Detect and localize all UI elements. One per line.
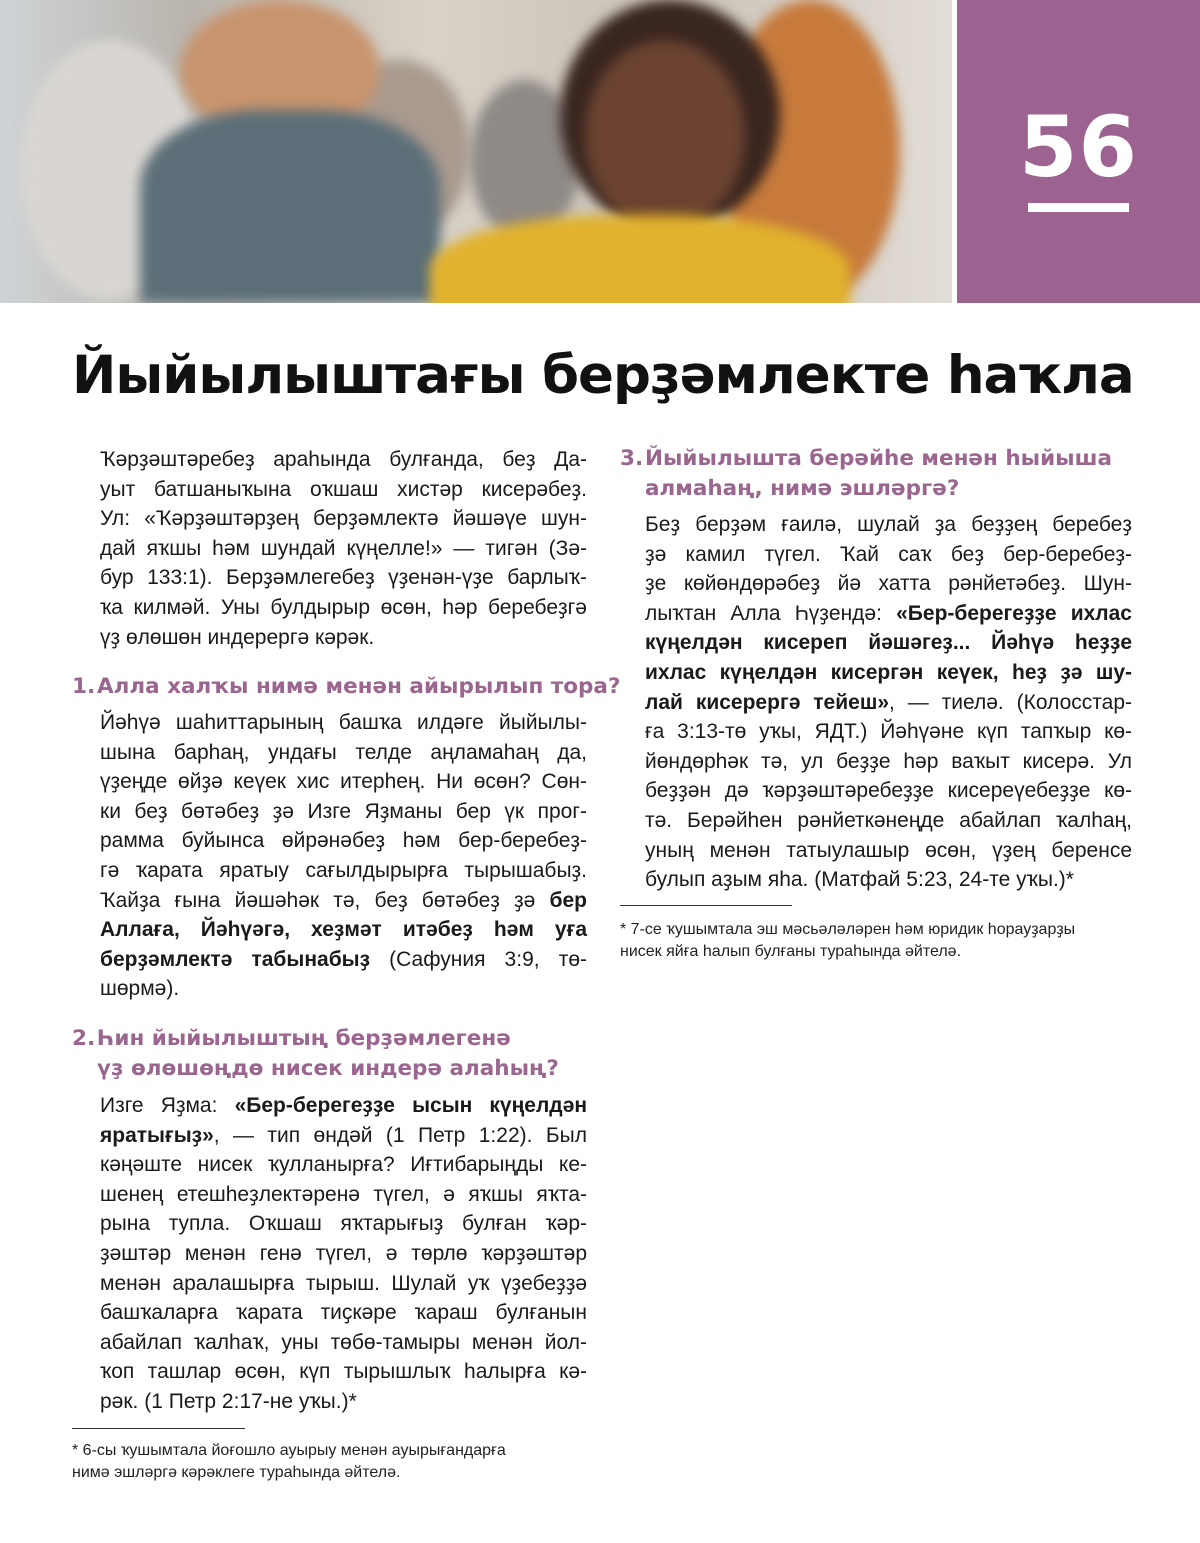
text-line: [100, 915, 587, 945]
text: йөндөрһәк тә, ул беҙҙе һәр ваҡыт кисерә. Ул: [645, 749, 1132, 773]
bold-text: күңелдән кисереп йәшәгеҙ... Йәһүә һеҙҙе: [645, 631, 1132, 655]
bold-text: бер: [549, 888, 587, 912]
footnote-divider: [620, 905, 792, 906]
text-line: [100, 974, 587, 1004]
text-line: [100, 1091, 587, 1121]
text: Беҙ берҙәм ғаилә, шулай ҙа беҙҙең беребеҙ: [645, 513, 1132, 536]
text-line: [100, 1269, 587, 1299]
text: ҡоп ташлар өсөн, күп тырышлыҡ һалырға кә-: [100, 1360, 587, 1384]
text-line: [100, 1357, 587, 1387]
text: бур 133:1). Берҙәмлегебеҙ үҙенән-үҙе барлыҡ-: [100, 566, 587, 590]
text: лыҡтан Алла Һүҙендә:: [645, 601, 897, 625]
text: Ҡайҙа ғына йәшәһәк тә, беҙ бөтәбеҙ ҙә: [100, 888, 550, 912]
text-line: [645, 747, 1132, 777]
text-line: [100, 1298, 587, 1328]
text-line: [100, 797, 587, 827]
text: Ул: «Ҡәрҙәштәрҙең берҙәмлектә йәшәүе шун-: [100, 507, 587, 531]
text-line: [100, 708, 587, 738]
text: (Сафуния 3:9, тө-: [370, 947, 587, 971]
text-line: [100, 1209, 587, 1239]
text: шөрмә).: [100, 977, 180, 1001]
text: рына тупла. Оҡшаш яҡтарығыҙ булған ҡәр-: [100, 1212, 587, 1236]
text: ҙәштәр менән генә түгел, ә төрлө ҡәрҙәштәр: [100, 1241, 587, 1265]
text-line: [100, 1328, 587, 1358]
text-line: [100, 767, 587, 797]
text-line: [100, 1121, 587, 1151]
text: ҡа килмәй. Уны булдырыр өсөн, һәр беребеҙгә: [100, 595, 587, 619]
text: , — тип өндәй (1 Петр 1:22). Был: [213, 1123, 587, 1147]
bold-text: яратығыҙ»: [100, 1123, 214, 1147]
bold-text: Аллаға, Йәһүәгә, хеҙмәт итәбеҙ һәм уға: [100, 918, 587, 942]
text: Изге Яҙма:: [100, 1094, 235, 1117]
text-line: [100, 1239, 587, 1269]
text-line: [100, 856, 587, 886]
text-line: [100, 623, 587, 653]
text-line: [100, 1150, 587, 1180]
text-line: [645, 688, 1132, 718]
text-line: [100, 945, 587, 975]
text-line: [645, 806, 1132, 836]
text-line: [645, 658, 1132, 688]
text-line: [100, 563, 587, 593]
bold-text: «Бер-берегеҙҙе ихлас: [896, 601, 1132, 625]
question-text: алмаһаң, нимә эшләргә?: [645, 476, 960, 501]
footnote-line: нимә эшләргә кәрәклеге тураһында әйтелә.: [72, 1464, 401, 1481]
text-line: [100, 534, 587, 564]
text-line: [645, 717, 1132, 747]
intro-paragraph: [100, 445, 587, 652]
answer-paragraph-2: [100, 1091, 587, 1417]
text: уыт батшаныҡына оҡшаш хистәр кисерәбеҙ.: [100, 477, 587, 501]
question-text: Һин йыйылыштың берҙәмлегенә: [97, 1026, 511, 1051]
answer-paragraph-3: [645, 510, 1132, 895]
text-line: [100, 504, 587, 534]
text-line: [645, 599, 1132, 629]
question-3: [620, 444, 1112, 504]
text: үҙеңде өйҙә кеүек хис итерһең. Ни өсөн? Сөн-: [100, 770, 587, 794]
text-line: [645, 569, 1132, 599]
text: рәк. (1 Петр 2:17-не уҡы.)*: [100, 1389, 357, 1413]
text-line: [645, 836, 1132, 866]
text-line: [100, 886, 587, 916]
text-line: [100, 826, 587, 856]
text: , — тиелә. (Колосстар-: [889, 690, 1132, 714]
footnote-line: нисек яйға һалып булғаны тураһында әйтелә.: [620, 943, 962, 960]
text-line: [100, 1180, 587, 1210]
footnote-divider: [72, 1428, 245, 1429]
text: беҙҙән дә ҡәрҙәштәребеҙҙе кисереүебеҙҙе кө-: [645, 779, 1132, 803]
text-line: [645, 865, 1132, 895]
text-line: [100, 738, 587, 768]
question-2: [72, 1024, 559, 1084]
answer-paragraph-1: [100, 708, 587, 1004]
text: абайлап ҡалһаҡ, уны төбө-тамыры менән йол-: [100, 1330, 587, 1354]
question-number: 1.: [72, 674, 96, 699]
text: шенең етешһеҙлектәренә түгел, ә яҡшы яҡта-: [100, 1182, 587, 1206]
text-line: [100, 593, 587, 623]
text: Йәһүә шаһиттарының башҡа илдәге йыйылы-: [100, 711, 587, 734]
bold-text: ихлас күңелдән кисергән кеүек, һеҙ ҙә шу-: [645, 660, 1132, 684]
footnote-left: [72, 1440, 506, 1484]
bold-text: лай кисерергә тейеш»: [645, 690, 890, 714]
footnote-right: [620, 919, 1075, 963]
text: тә. Берәйһен рәнйеткәнеңде абайлап ҡалһаң,: [645, 808, 1132, 832]
text-line: [100, 1387, 587, 1417]
text: үҙ өлөшөн индерергә кәрәк.: [100, 625, 375, 649]
text: булып аҙым яһа. (Матфай 5:23, 24-те уҡы.)*: [645, 868, 1074, 892]
question-text: Алла халҡы нимә менән айырылып тора?: [97, 674, 621, 699]
text: гә ҡарата яратыу сағылдырырға тырышабыҙ.: [100, 858, 587, 882]
text-line: [645, 510, 1132, 540]
text: уның менән татыулашыр өсөн, үҙең беренсе: [645, 838, 1132, 862]
lesson-number: 56: [1019, 98, 1138, 196]
text: менән аралашырға тырыш. Шулай уҡ үҙебеҙҙә: [100, 1271, 587, 1295]
lesson-number-underline: [1028, 203, 1129, 212]
text: рамма буйынса өйрәнәбеҙ һәм бер-беребеҙ-: [100, 829, 587, 853]
bold-text: «Бер-берегеҙҙе ысын күңелдән: [234, 1094, 588, 1117]
text: ға 3:13-тө уҡы, ЯДТ.) Йәһүәне күп тапҡыр кө-: [645, 720, 1132, 744]
text: кәңәште нисек ҡулланырға? Иғтибарыңды ке-: [100, 1153, 587, 1177]
text: Ҡәрҙәштәребеҙ араһында булғанда, беҙ Да-: [100, 448, 587, 471]
text-line: [645, 776, 1132, 806]
page-title: Йыйылыштағы берҙәмлекте һаҡла: [72, 345, 1134, 406]
question-number: 2.: [72, 1026, 96, 1051]
text: башҡаларға ҡарата тиҫкәре ҡараш булғанын: [100, 1301, 587, 1325]
text: дай яҡшы һәм шундай күңелле!» — тигән (Зә-: [100, 536, 587, 560]
text: шына барһаң, ундағы телде аңламаһаң да,: [100, 740, 587, 764]
text-line: [100, 475, 587, 505]
text-line: [645, 540, 1132, 570]
footnote-line: * 7-се ҡушымтала эш мәсьәләләрен һәм юридик һорауҙарҙы: [620, 921, 1076, 938]
text: ҙе көйөндөрәбеҙ йә хатта рәнйетәбеҙ. Шун-: [645, 572, 1132, 596]
bold-text: берҙәмлектә табынабыҙ: [100, 947, 371, 971]
footnote-line: * 6-сы ҡушымтала йоғошло ауырыу менән ауырығандарға: [72, 1442, 506, 1459]
text-line: [645, 628, 1132, 658]
header-photo: [0, 0, 952, 303]
text: ҙә камил түгел. Ҡай саҡ беҙ бер-беребеҙ-: [645, 542, 1132, 566]
question-1: [72, 672, 621, 702]
text: ки беҙ бөтәбеҙ ҙә Изге Яҙманы бер үк прог-: [100, 799, 587, 823]
question-text: үҙ өлөшөңдө нисек индерә алаһың?: [97, 1056, 559, 1081]
question-text: Йыйылышта берәйһе менән һыйыша: [645, 446, 1112, 471]
text-line: [100, 445, 587, 475]
lesson-number-box: [957, 0, 1200, 303]
question-number: 3.: [620, 446, 644, 471]
